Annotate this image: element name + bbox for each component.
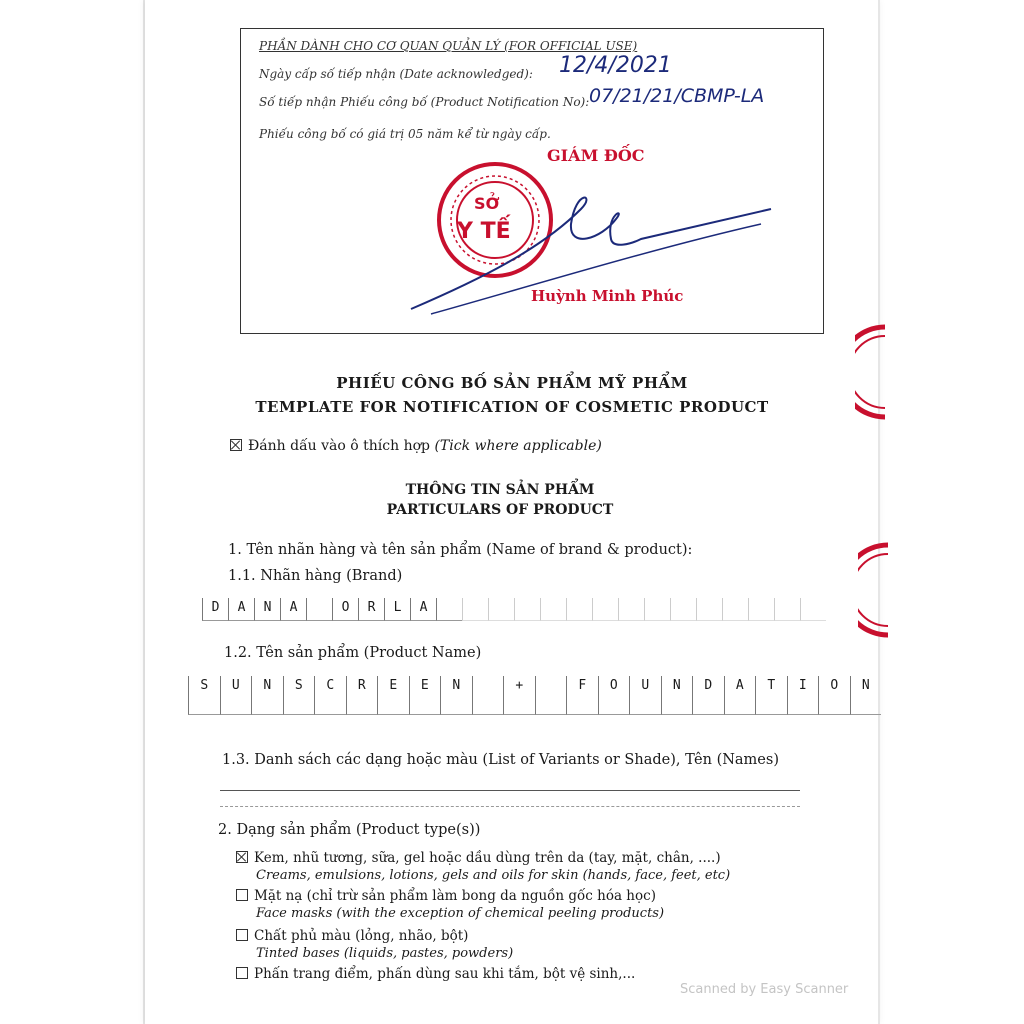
- product-letter-grid: [188, 676, 881, 715]
- form-title-vi: PHIẾU CÔNG BỐ SẢN PHẨM MỸ PHẨM: [336, 374, 688, 392]
- letter-cell: N: [661, 676, 693, 715]
- letter-cell: I: [787, 676, 819, 715]
- product-type-label-vi: Mặt nạ (chỉ trừ sản phẩm làm bong da nguồn gốc hóa học): [254, 888, 656, 904]
- letter-cell: A: [410, 598, 436, 621]
- letter-cell: T: [755, 676, 787, 715]
- tick-vi: Đánh dấu vào ô thích hợp: [248, 438, 430, 454]
- checkbox-empty-icon[interactable]: [236, 929, 248, 941]
- director-title: GIÁM ĐỐC: [547, 146, 645, 165]
- question-1-3: 1.3. Danh sách các dạng hoặc màu (List of Variants or Shade), Tên (Names): [222, 752, 779, 768]
- letter-cell: A: [228, 598, 254, 621]
- letter-cell: A: [724, 676, 756, 715]
- checkbox-empty-icon[interactable]: [236, 967, 248, 979]
- letter-cell: [670, 598, 696, 621]
- product-type-label-en: Face masks (with the exception of chemical peeling products): [256, 906, 665, 921]
- product-type-option[interactable]: [236, 928, 468, 944]
- checkbox-checked-icon[interactable]: [236, 851, 248, 863]
- product-type-option[interactable]: [236, 888, 656, 904]
- letter-cell: N: [850, 676, 882, 715]
- scanner-watermark: Scanned by Easy Scanner: [680, 982, 849, 997]
- letter-cell: [800, 598, 826, 621]
- letter-cell: S: [283, 676, 315, 715]
- variants-line-1: [220, 790, 800, 791]
- brand-letter-grid: [202, 598, 826, 621]
- question-1: 1. Tên nhãn hàng và tên sản phẩm (Name of brand & product):: [228, 542, 693, 558]
- letter-cell: S: [188, 676, 220, 715]
- margin-stamp-bottom: [858, 540, 888, 640]
- letter-cell: F: [566, 676, 598, 715]
- letter-cell: [696, 598, 722, 621]
- letter-cell: [462, 598, 488, 621]
- letter-cell: N: [251, 676, 283, 715]
- letter-cell: [540, 598, 566, 621]
- letter-cell: [306, 598, 332, 621]
- number-label: Số tiếp nhận Phiếu công bố (Product Notification No):: [259, 95, 590, 109]
- letter-cell: E: [377, 676, 409, 715]
- letter-cell: R: [358, 598, 384, 621]
- letter-cell: D: [202, 598, 228, 621]
- tick-instruction: [230, 438, 602, 454]
- section-title-en: PARTICULARS OF PRODUCT: [386, 502, 614, 518]
- letter-cell: O: [598, 676, 630, 715]
- letter-cell: O: [332, 598, 358, 621]
- letter-cell: [535, 676, 567, 715]
- date-label: Ngày cấp số tiếp nhận (Date acknowledged):: [259, 67, 533, 81]
- letter-cell: A: [280, 598, 306, 621]
- question-2: 2. Dạng sản phẩm (Product type(s)): [218, 822, 481, 838]
- letter-cell: O: [818, 676, 850, 715]
- letter-cell: E: [409, 676, 441, 715]
- form-title-en: TEMPLATE FOR NOTIFICATION OF COSMETIC PRODUCT: [255, 398, 769, 416]
- checkbox-empty-icon[interactable]: [236, 889, 248, 901]
- product-type-label-en: Tinted bases (liquids, pastes, powders): [256, 946, 514, 961]
- date-value: 12/4/2021: [559, 53, 672, 78]
- letter-cell: R: [346, 676, 378, 715]
- letter-cell: [722, 598, 748, 621]
- letter-cell: N: [254, 598, 280, 621]
- seal-text-main: Y TẾ: [457, 219, 511, 244]
- section-title-vi: THÔNG TIN SẢN PHẨM: [405, 482, 595, 498]
- letter-cell: [592, 598, 618, 621]
- tick-en: (Tick where applicable): [434, 438, 602, 454]
- official-header: PHẦN DÀNH CHO CƠ QUAN QUẢN LÝ (FOR OFFICIAL USE): [259, 39, 638, 53]
- checkbox-checked-icon: [230, 439, 242, 451]
- letter-cell: U: [220, 676, 252, 715]
- letter-cell: [566, 598, 592, 621]
- product-type-label-vi: Chất phủ màu (lỏng, nhão, bột): [254, 928, 469, 944]
- letter-cell: [618, 598, 644, 621]
- letter-cell: [436, 598, 462, 621]
- letter-cell: +: [503, 676, 535, 715]
- letter-cell: [488, 598, 514, 621]
- letter-cell: C: [314, 676, 346, 715]
- question-1-1: 1.1. Nhãn hàng (Brand): [228, 568, 403, 584]
- variants-line-2: [220, 806, 800, 807]
- letter-cell: [644, 598, 670, 621]
- director-name: Huỳnh Minh Phúc: [531, 287, 684, 305]
- letter-cell: [514, 598, 540, 621]
- validity-text: Phiếu công bố có giá trị 05 năm kể từ ngày cấp.: [259, 127, 551, 141]
- letter-cell: [774, 598, 800, 621]
- letter-cell: N: [440, 676, 472, 715]
- question-1-2: 1.2. Tên sản phẩm (Product Name): [224, 645, 482, 661]
- letter-cell: L: [384, 598, 410, 621]
- seal-text-top: SỞ: [474, 194, 500, 213]
- official-use-box: [240, 28, 824, 334]
- product-type-label-vi: Phấn trang điểm, phấn dùng sau khi tắm, bột vệ sinh,...: [254, 966, 636, 982]
- product-type-label-vi: Kem, nhũ tương, sữa, gel hoặc dầu dùng trên da (tay, mặt, chân, ....): [254, 850, 721, 866]
- product-type-label-en: Creams, emulsions, lotions, gels and oils for skin (hands, face, feet, etc): [256, 868, 731, 883]
- product-type-option[interactable]: [236, 966, 635, 982]
- product-type-option[interactable]: [236, 850, 721, 866]
- letter-cell: [472, 676, 504, 715]
- number-value: 07/21/21/CBMP-LA: [589, 85, 765, 107]
- letter-cell: D: [692, 676, 724, 715]
- letter-cell: U: [629, 676, 661, 715]
- letter-cell: [748, 598, 774, 621]
